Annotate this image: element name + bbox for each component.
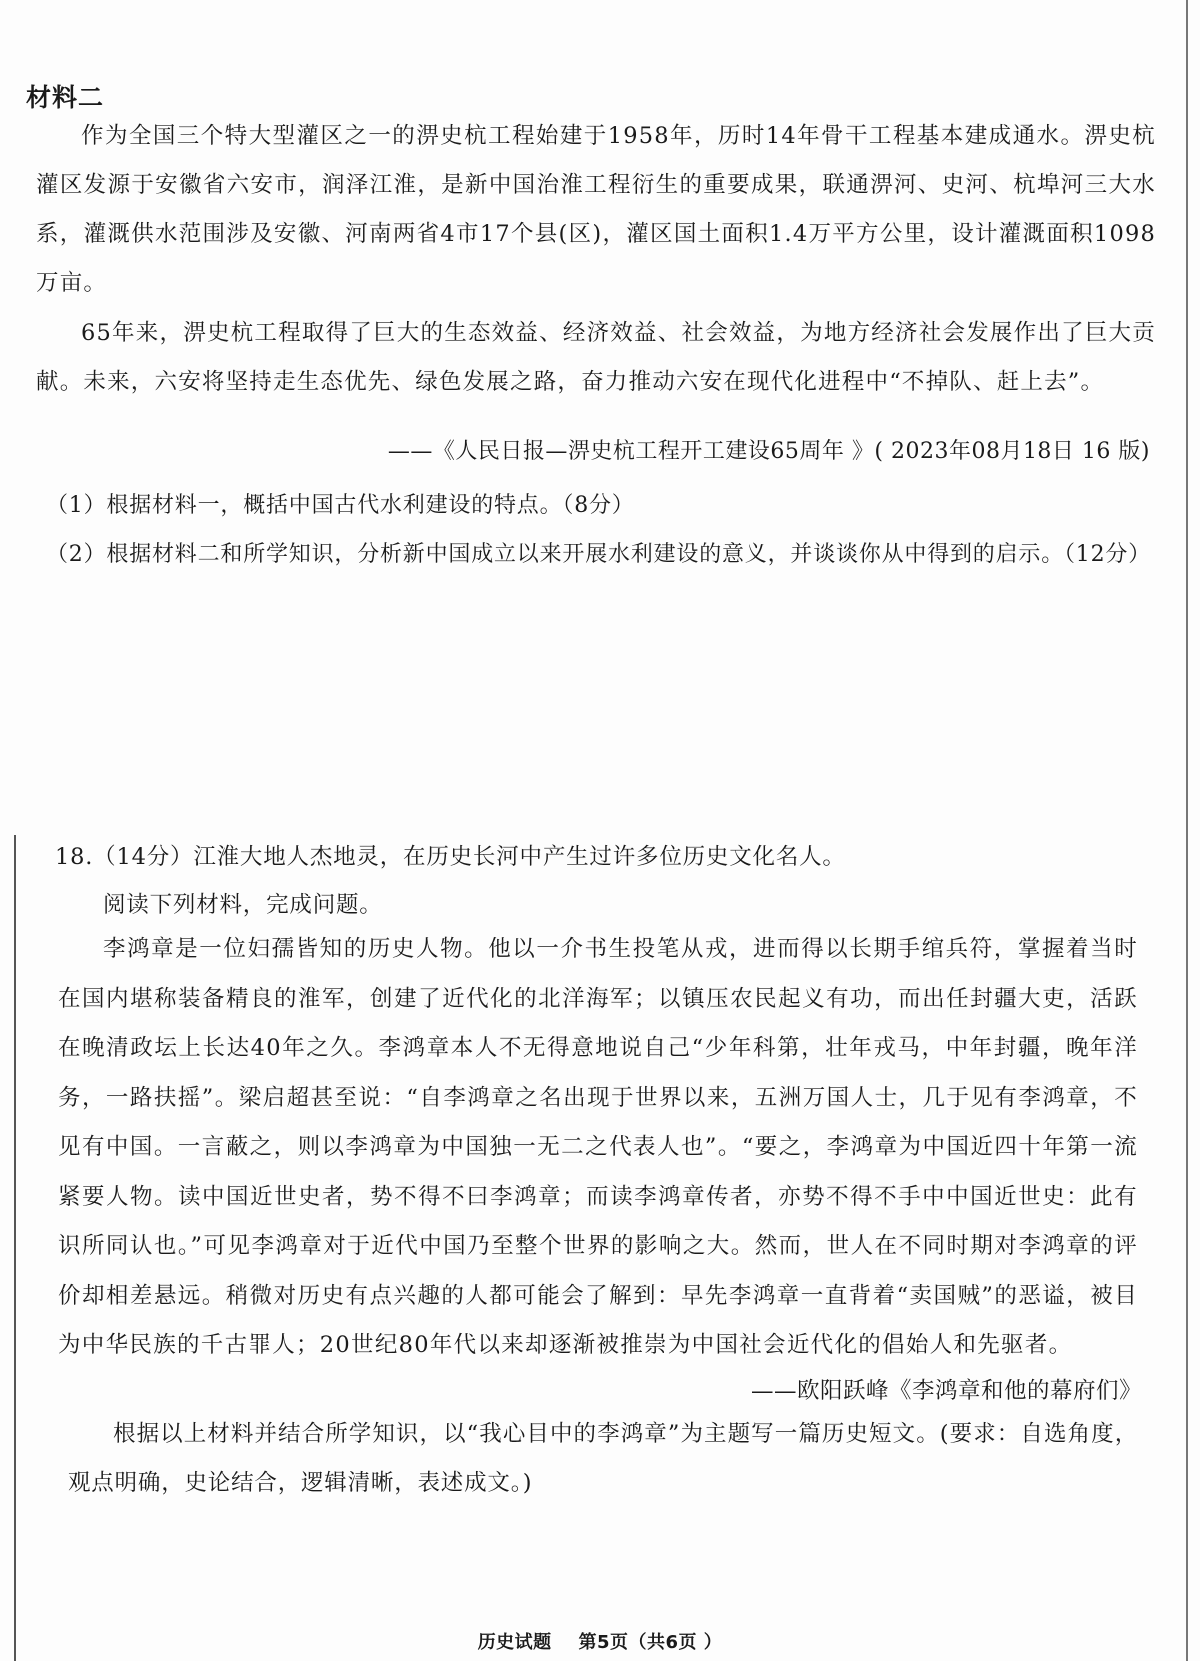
question-18-material: 李鸿章是一位妇孺皆知的历史人物。他以一介书生投笔从戎，进而得以长期手绾兵符，掌握着当时在国内堪称装备精良的淮军，创建了近代化的北洋海军；以镇压农民起义有功，而出任封疆大吏，活跃在晚清政坛上长达40年之久。李鸿章本人不无得意地说自己“少年科第，壮年戎马，中年封疆，晚年洋务，一路扶摇”。梁启超甚至说：“自李鸿章之名出现于世界以来，五洲万国人士，几于见有李鸿章，不见有中国。一言蔽之，则以李鸿章为中国独一无二之代表人也”。“要之，李鸿章为中国近四十年第一流紧要人物。读中国近世史者，势不得不曰李鸿章；而读李鸿章传者，亦势不得不手中中国近世史：此有识所同认也。”可见李鸿章对于近代中国乃至整个世界的影响之大。然而，世人在不同时期对李鸿章的评价却相差悬远。稍微对历史有点兴趣的人都可能会了解到：早先李鸿章一直背着“卖国贼”的恶谥，被目为中华民族的千古罪人；20世纪80年代以来却逐渐被推崇为中国社会近代化的倡始人和先驱者。 [58, 936, 1138, 1358]
question-18-source: ——欧阳跃峰《李鸿章和他的幕府们》 [750, 1378, 1142, 1404]
footer-page-number: 第5页（共6页 ） [578, 1632, 723, 1653]
page-footer [0, 1628, 1200, 1654]
question-18-task: 根据以上材料并结合所学知识，以“我心目中的李鸿章”为主题写一篇历史短文。(要求：自选角度，观点明确，史论结合，逻辑清晰，表述成文。) [68, 1421, 1138, 1496]
answer-box-right-border [1186, 0, 1188, 1661]
answer-box-left-border [14, 835, 16, 1661]
material-2-paragraph-2: 65年来，淠史杭工程取得了巨大的生态效益、经济效益、社会效益，为地方经济社会发展作出了巨大贡献。未来，六安将坚持走生态优先、绿色发展之路，奋力推动六安在现代化进程中“不掉队、赶上去”。 [36, 320, 1156, 395]
question-1: （1）根据材料一，概括中国古代水利建设的特点。（8分） [46, 493, 635, 518]
material-2-paragraph-1: 作为全国三个特大型灌区之一的淠史杭工程始建于1958年，历时14年骨干工程基本建成通水。淠史杭灌区发源于安徽省六安市，润泽江淮，是新中国治淮工程衍生的重要成果，联通淠河、史河、杭埠河三大水系，灌溉供水范围涉及安徽、河南两省4市17个县(区)，灌区国土面积1.4万平方公里，设计灌溉面积1098万亩。 [36, 123, 1156, 296]
question-18-header: 18.（14分）江淮大地人杰地灵，在历史长河中产生过许多位历史文化名人。 [55, 844, 846, 870]
material-2-title: 材料二 [26, 83, 105, 112]
footer-subject: 历史试题 [477, 1632, 552, 1653]
question-18-instruction: 阅读下列材料，完成问题。 [103, 892, 383, 918]
question-2: （2）根据材料二和所学知识，分析新中国成立以来开展水利建设的意义，并谈谈你从中得到的启示。（12分） [46, 542, 1151, 567]
material-2-source: ——《人民日报—淠史杭工程开工建设65周年 》( 2023年08月18日 16 版) [387, 439, 1150, 464]
